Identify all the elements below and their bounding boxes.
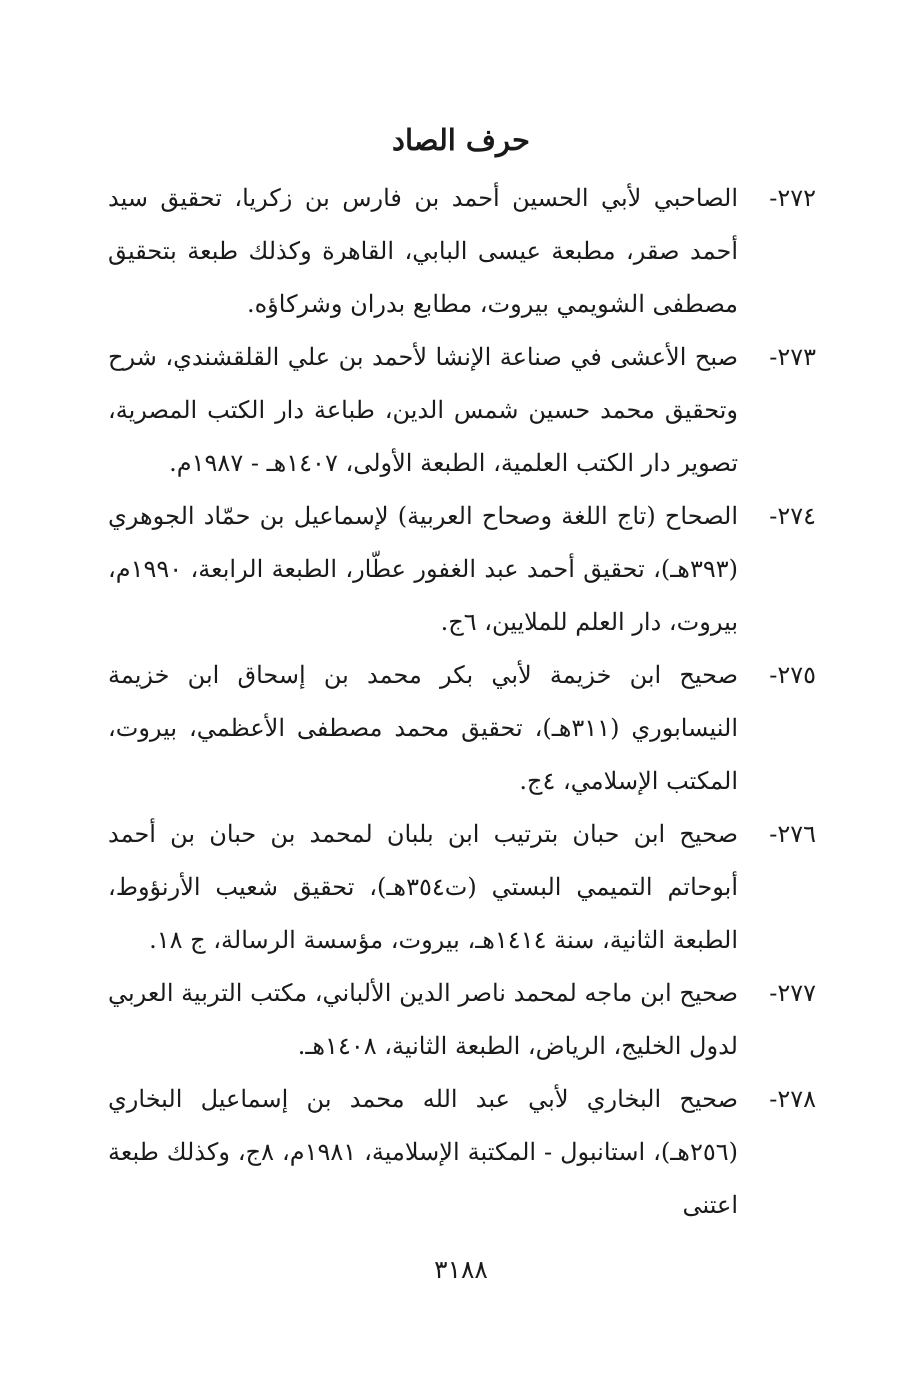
bibliography-entry xyxy=(108,1073,816,1232)
entry-number: ٢٧٨- xyxy=(769,1085,816,1113)
bibliography-entry xyxy=(108,649,816,808)
page-number: ٣١٨٨ xyxy=(434,1255,488,1284)
entry-number: ٢٧٤- xyxy=(769,502,816,530)
entry-number: ٢٧٣- xyxy=(769,343,816,371)
bibliography-entry xyxy=(108,967,816,1073)
entry-text: صحيح ابن خزيمة لأبي بكر محمد بن إسحاق ابن خزيمة النيسابوري (٣١١هـ)، تحقيق محمد مصطفى الأعظمي، بيروت، المكتب الإسلامي، ٤ج. xyxy=(108,661,738,795)
bibliography-entry xyxy=(108,490,816,649)
entry-text: الصاحبي لأبي الحسين أحمد بن فارس بن زكريا، تحقيق سيد أحمد صقر، مطبعة عيسى البابي، القاهرة وكذلك طبعة بتحقيق مصطفى الشويمي بيروت، مطابع بدران وشركاؤه. xyxy=(108,184,738,318)
bibliography-entry xyxy=(108,331,816,490)
entry-text: صحيح البخاري لأبي عبد الله محمد بن إسماعيل البخاري (٢٥٦هـ)، استانبول - المكتبة الإسلامية، ١٩٨١م، ٨ج، وكذلك طبعة اعتنى xyxy=(108,1085,738,1219)
entry-number: ٢٧٢- xyxy=(769,184,816,212)
entry-text: صحيح ابن حبان بترتيب ابن بلبان لمحمد بن حبان بن أحمد أبوحاتم التميمي البستي (ت٣٥٤هـ)، تحقيق شعيب الأرنؤوط، الطبعة الثانية، سنة ١٤١٤هـ، بيروت، مؤسسة الرسالة، ج ١٨. xyxy=(108,820,738,954)
bibliography-entry xyxy=(108,808,816,967)
bibliography-entry xyxy=(108,172,816,331)
entry-text: الصحاح (تاج اللغة وصحاح العربية) لإسماعيل بن حمّاد الجوهري (٣٩٣هـ)، تحقيق أحمد عبد الغفور عطّار، الطبعة الرابعة، ١٩٩٠م، بيروت، دار العلم للملايين، ٦ج. xyxy=(108,502,738,636)
entry-number: ٢٧٥- xyxy=(769,661,816,689)
entry-number: ٢٧٧- xyxy=(769,979,816,1007)
entry-text: صبح الأعشى في صناعة الإنشا لأحمد بن علي القلقشندي، شرح وتحقيق محمد حسين شمس الدين، طباعة دار الكتب المصرية، تصوير دار الكتب العلمية، الطبعة الأولى، ١٤٠٧هـ - ١٩٨٧م. xyxy=(108,343,738,477)
bibliography-list xyxy=(108,172,816,1232)
entry-number: ٢٧٦- xyxy=(769,820,816,848)
section-title: حرف الصاد xyxy=(392,123,530,157)
entry-text: صحيح ابن ماجه لمحمد ناصر الدين الألباني، مكتب التربية العربي لدول الخليج، الرياض، الطبعة الثانية، ١٤٠٨هـ. xyxy=(108,979,738,1060)
